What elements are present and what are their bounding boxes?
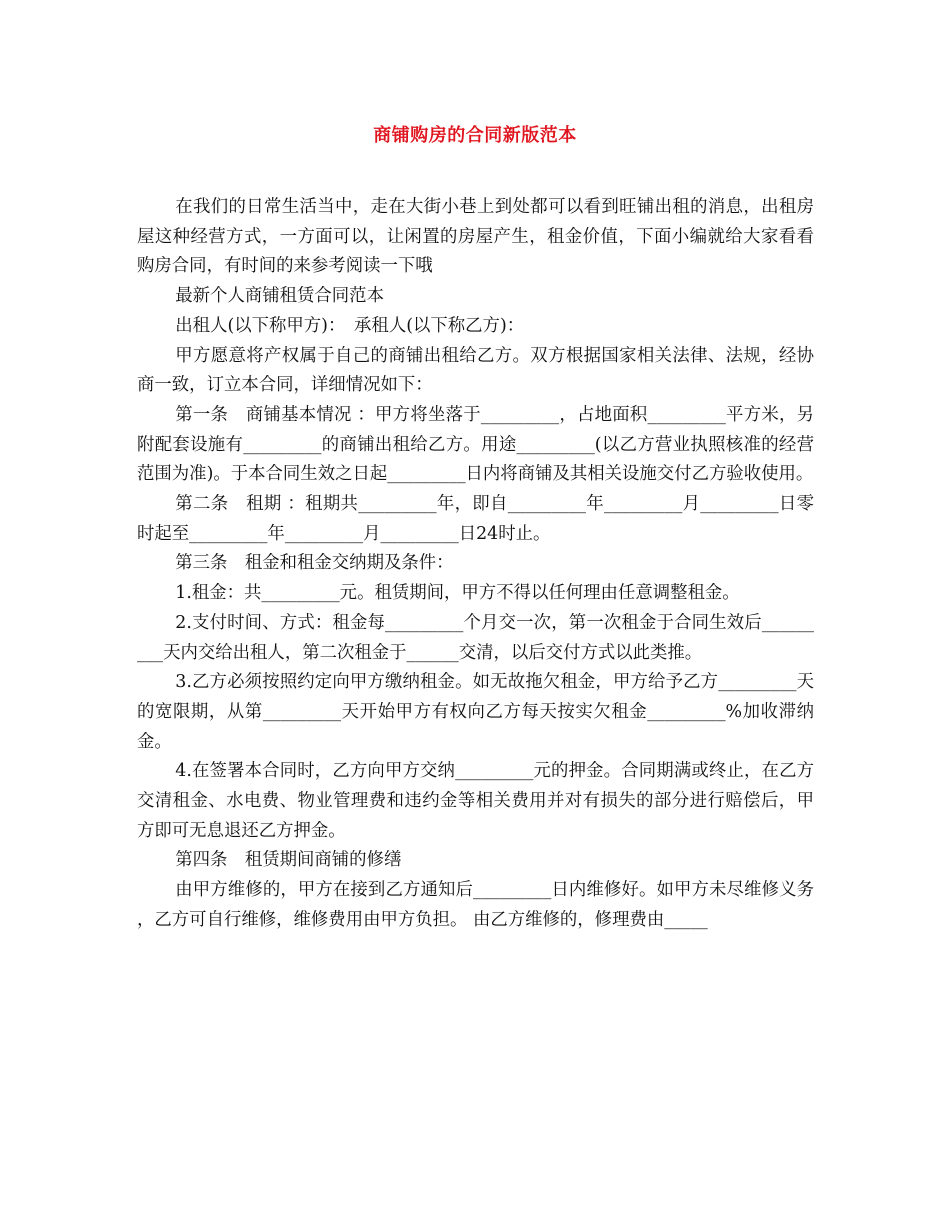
article-3-item-4: 4.在签署本合同时，乙方向甲方交纳_________元的押金。合同期满或终止，在乙方交清租金、水电费、物业管理费和违约金等相关费用并对有损失的部分进行赔偿后，甲方即可无息退还乙方押金。	[137, 761, 814, 841]
article-3-item-2: 2.支付时间、方式：租金每_________个月交一次，第一次租金于合同生效后_________天内交给出租人，第二次租金于______交清，以后交付方式以此类推。	[137, 612, 814, 663]
contract-heading: 最新个人商铺租赁合同范本	[175, 286, 384, 307]
article-2-paragraph: 第二条 租期 ：租期共_________年，即自_________年_________月_________日零时起至_________年_________月_________日24时止。	[137, 494, 814, 544]
parties-line: 出租人(以下称甲方)： 承租人(以下称乙方)：	[175, 315, 525, 336]
article-4-paragraph: 由甲方维修的，甲方在接到乙方通知后_________日内维修好。如甲方未尽维修义务，乙方可自行维修，维修费用由甲方负担。 由乙方维修的，修理费由_____	[137, 880, 814, 930]
article-3-item-3: 3.乙方必须按照约定向甲方缴纳租金。如无故拖欠租金，甲方给予乙方_________天的宽限期，从第_________天开始甲方有权向乙方每天按实欠租金_________%加收滞纳金。	[137, 672, 814, 752]
preamble-paragraph: 甲方愿意将产权属于自己的商铺出租给乙方。双方根据国家相关法律、法规，经协商一致，订立本合同，详细情况如下：	[137, 345, 814, 396]
document-body	[137, 193, 814, 936]
article-4-heading: 第四条 租赁期间商铺的修缮	[175, 850, 402, 871]
article-1-paragraph: 第一条 商铺基本情况 ：甲方将坐落于_________，占地面积_________平方米，另附配套设施有_________的商铺出租给乙方。用途_________(以乙方营业执照核准的经营范围为准)。于本合同生效之日起_________日内将商铺及其相关设施交付乙方验收使用。	[137, 404, 814, 485]
article-3-heading: 第三条 租金和租金交纳期及条件：	[175, 553, 454, 574]
document-title: 商铺购房的合同新版范本	[373, 125, 577, 146]
article-3-item-1: 1.租金：共_________元。租赁期间，甲方不得以任何理由任意调整租金。	[175, 583, 740, 604]
intro-paragraph: 在我们的日常生活当中，走在大街小巷上到处都可以看到旺铺出租的消息，出租房屋这种经营方式，一方面可以，让闲置的房屋产生，租金价值，下面小编就给大家看看购房合同，有时间的来参考阅读一下哦	[137, 197, 814, 277]
